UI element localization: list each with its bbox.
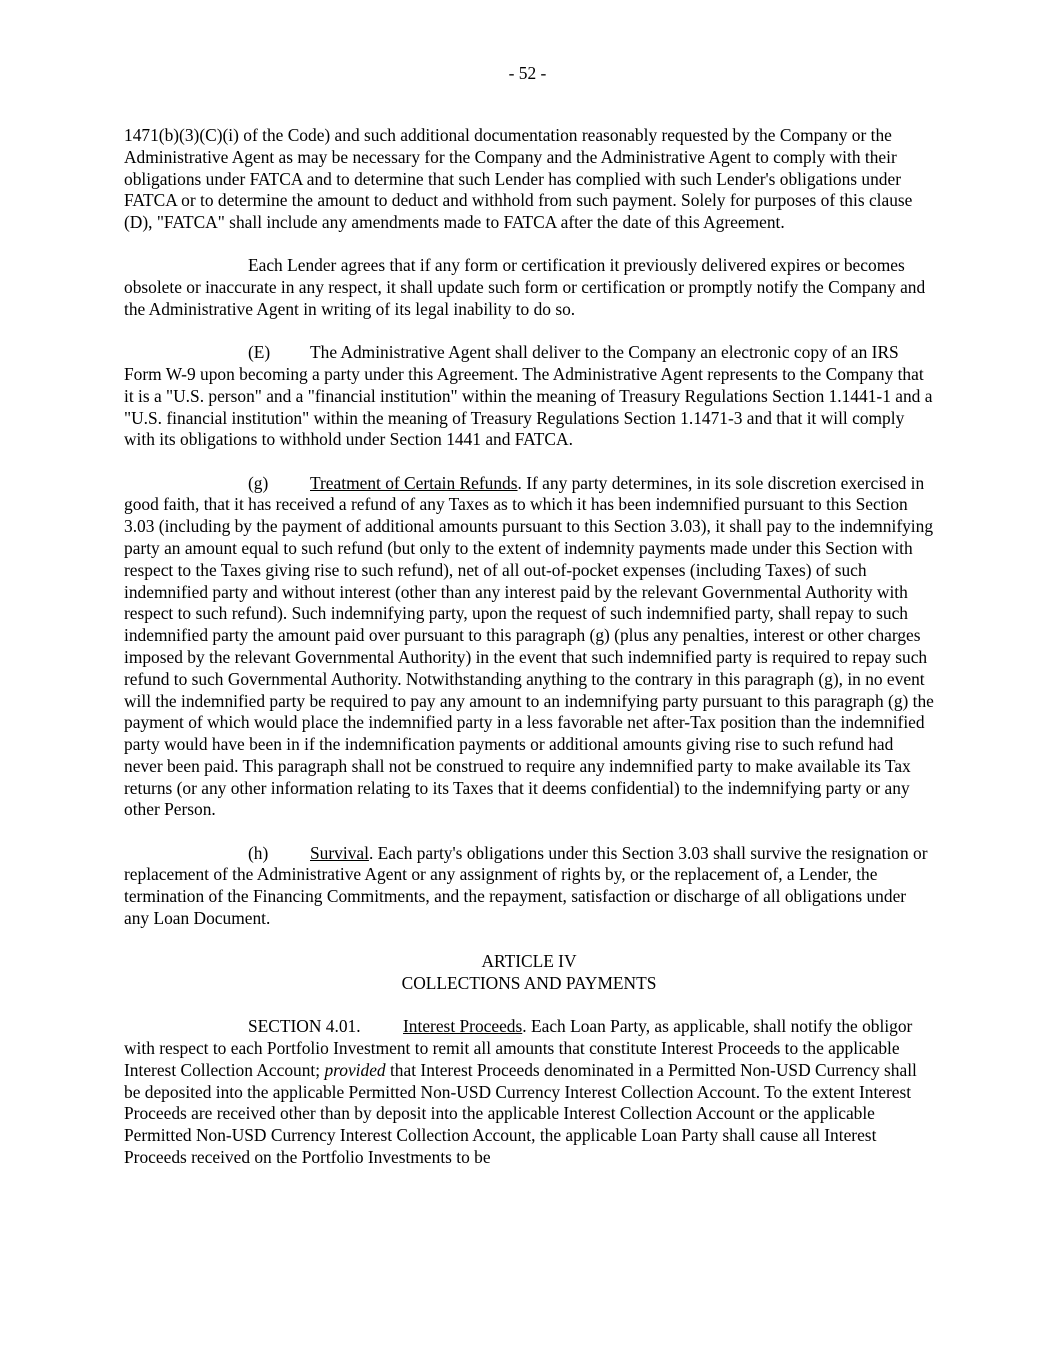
section-text-a: . Each Loan Party, as applicable, shall notify the obligor with respect to each Portfolio Investment to remit all amounts that constitute Interest Proceeds to the applicable Interest Collection Account; — [124, 1016, 913, 1080]
paragraph-text: . Each party's obligations under this Section 3.03 shall survive the resignation or replacement of the Administrative Agent or any assignment of rights by, or the replacement of, a Lender, the termination of the Financing Commitments, and the repayment, satisfaction or discharge of all obligations under any Loan Document. — [124, 842, 928, 929]
clause-label: (h) — [248, 842, 269, 863]
clause-label: (E) — [248, 342, 271, 363]
clause-label: (g) — [248, 472, 269, 493]
article-heading — [124, 951, 934, 995]
paragraph-text: . If any party determines, in its sole discretion exercised in good faith, that it has received a refund of any Taxes as to which it has been indemnified pursuant to this Section 3.03 (including by the payment of additional amounts pursuant to this Section 3.03), it shall pay to the indemnifying party an amount equal to such refund (but only to the extent of indemnity payments made under this Section with respect to the Taxes giving rise to such refund), net of all out-of-pocket expenses (including Taxes) of such indemnified party and without interest (other than any interest paid by the relevant Governmental Authority with respect to such refund). Such indemnifying party, upon the request of such indemnified party, shall repay to such indemnified party the amount paid over pursuant to this paragraph (g) (plus any penalties, interest or other charges imposed by the relevant Governmental Authority) in the event that such indemnified party is required to repay such refund to such Governmental Authority. Notwithstanding anything to the contrary in this paragraph (g), in no event will the indemnified party be required to pay any amount to an indemnifying party pursuant to this paragraph (g) the payment of which would place the indemnified party in a less favorable net after-Tax position than the indemnified party would have been in if the indemnification payments or additional amounts giving rise to such refund had never been paid. This paragraph shall not be construed to require any indemnified party to make available its Tax returns (or any other information relating to its Taxes that it deems confidential) to the indemnifying party or any other Person. — [124, 472, 934, 820]
document-body — [124, 125, 934, 1190]
clause-title: Treatment of Certain Refunds — [310, 472, 518, 493]
section-title: Interest Proceeds — [403, 1016, 523, 1037]
clause-title: Survival — [310, 842, 369, 863]
article-title: COLLECTIONS AND PAYMENTS — [401, 973, 657, 994]
paragraph-fatca-documentation — [124, 125, 934, 234]
paragraph-e-irs-form — [124, 342, 934, 451]
paragraph-text: The Administrative Agent shall deliver to the Company an electronic copy of an IRS Form W-9 upon becoming a party under this Agreement. The Administrative Agent represents to the Company that it is a "U.S. person" and a "financial institution" within the meaning of Treasury Regulations Section 1.1441-1 and a "U.S. financial institution" within the meaning of Treasury Regulations Section 1.1471-3 and that it will comply with its obligations to withhold under Section 1441 and FATCA. — [124, 342, 933, 450]
paragraph-text: 1471(b)(3)(C)(i) of the Code) and such additional documentation reasonably requested by the Company or the Administrative Agent as may be necessary for the Company and the Administrative Agent to comply with their obligations under FATCA and to determine that such Lender has complied with such Lender's obligations under FATCA or to determine the amount to deduct and withhold from such payment. Solely for purposes of this clause (D), "FATCA" shall include any amendments made to FATCA after the date of this Agreement. — [124, 125, 913, 233]
page-number: - 52 - — [508, 63, 547, 83]
section-italic-term: provided — [324, 1059, 386, 1080]
article-number: ARTICLE IV — [481, 951, 577, 972]
paragraph-g-refunds — [124, 473, 934, 822]
paragraph-text: Each Lender agrees that if any form or certification it previously delivered expires or becomes obsolete or inaccurate in any respect, it shall update such form or certification or promptly notify the Company and the Administrative Agent in writing of its legal inability to do so. — [124, 255, 926, 319]
section-text-b: that Interest Proceeds denominated in a Permitted Non-USD Currency shall be deposited into the applicable Permitted Non-USD Currency Interest Collection Account. To the extent Interest Proceeds are received other than by deposit into the applicable Interest Collection Account or the applicable Permitted Non-USD Currency Interest Collection Account, the applicable Loan Party shall cause all Interest Proceeds received on the Portfolio Investments to be — [124, 1059, 917, 1168]
paragraph-h-survival — [124, 843, 934, 930]
section-4-01 — [124, 1016, 934, 1169]
paragraph-lender-forms — [124, 255, 934, 320]
section-label: SECTION 4.01. — [248, 1016, 361, 1037]
